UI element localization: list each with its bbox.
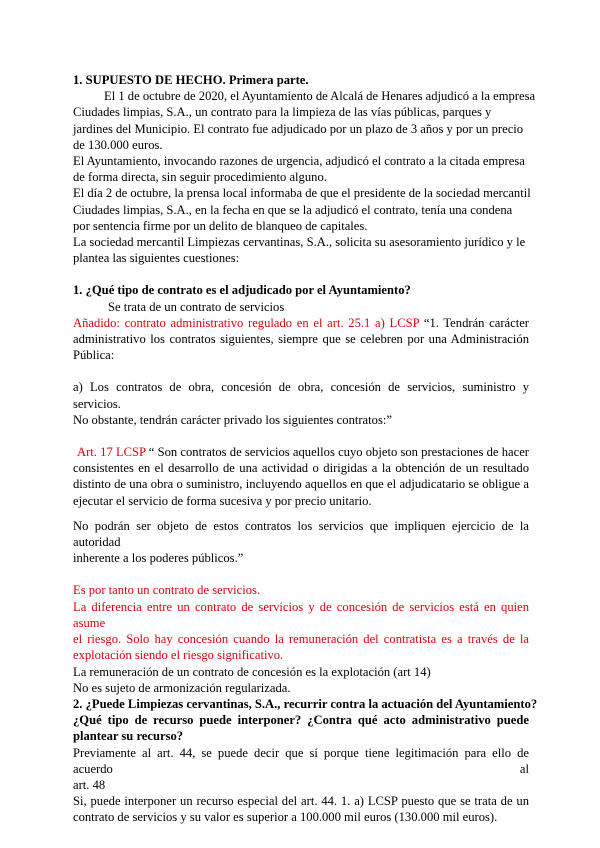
paragraph-line: Ciudades limpias, S.A., en la fecha en que se la adjudicó el contrato, tenía una condena: [73, 202, 513, 217]
paragraph-line: La sociedad mercantil Limpiezas cervantinas, S.A., solicita su asesoramiento jurídico y le: [73, 235, 526, 250]
added-note: Añadido: contrato administrativo regulado en el art. 25.1 a) LCSP: [73, 315, 420, 330]
spacer: [73, 266, 529, 282]
article-line: [73, 444, 529, 460]
article-line: consistentes en el desarrollo de una actividad o dirigidas a la obtención de un resultado: [73, 461, 529, 476]
paragraph-line: por sentencia firme por un delito de blanqueo de capitales.: [73, 218, 368, 233]
quote-line: No obstante, tendrán carácter privado los siguientes contratos:”: [73, 412, 392, 427]
quote-line: administrativo los contratos siguientes, siempre que se celebren por una Administración: [73, 332, 529, 347]
paragraph-line: La remuneración de un contrato de concesión es la explotación (art 14): [73, 664, 431, 679]
paragraph-line: El Ayuntamiento, invocando razones de urgencia, adjudicó el contrato a la citada empresa: [73, 154, 525, 169]
quote-line: Pública:: [73, 348, 115, 363]
paragraph-line: jardines del Municipio. El contrato fue adjudicado por un plazo de 3 años y por un precio: [73, 121, 524, 136]
quote-text: “1. Tendrán carácter: [419, 315, 529, 330]
article-line: ejecutar el servicio de forma sucesiva y por precio unitario.: [73, 493, 372, 508]
article-line: No podrán ser objeto de estos contratos los servicios que impliquen ejercicio de la autoridad: [73, 518, 529, 550]
paragraph-line: Si, puede interponer un recurso especial del art. 44. 1. a) LCSP puesto que se trata de un: [73, 794, 529, 809]
spacer: [73, 509, 529, 518]
question-2-heading: ¿Qué tipo de recurso puede interponer? ¿Contra qué acto administrativo puede: [73, 713, 529, 728]
answer-line: Se trata de un contrato de servicios: [108, 299, 285, 314]
quote-line: a) Los contratos de obra, concesión de obra, concesión de servicios, suministro y servicios.: [73, 380, 529, 411]
paragraph-line: art. 48: [73, 777, 106, 792]
article-text: “ Son contratos de servicios aquellos cuyo objeto son prestaciones de hacer: [145, 445, 529, 460]
spacer: [73, 363, 529, 379]
article-line: inherente a los poderes públicos.”: [73, 551, 244, 566]
spacer: [73, 566, 529, 582]
paragraph-line: Ciudades limpias, S.A., un contrato para la limpieza de las vías públicas, parques y: [73, 105, 492, 120]
paragraph-line: El día 2 de octubre, la prensa local informaba de que el presidente de la sociedad mercantil: [73, 186, 531, 201]
paragraph-line: contrato de servicios y su valor es superior a 100.000 mil euros (130.000 mil euros).: [73, 810, 498, 825]
paragraph-line: de forma directa, sin seguir procedimiento alguno.: [73, 170, 327, 185]
highlight-line: explotación siendo el riesgo significativo.: [73, 648, 284, 663]
section-heading: 1. SUPUESTO DE HECHO. Primera parte.: [73, 73, 309, 87]
spacer: [73, 428, 529, 444]
paragraph-line: Previamente al art. 44, se puede decir que sí porque tiene legitimación para ello de acuerdo al: [73, 745, 529, 776]
article-ref: Art. 17 LCSP: [77, 445, 146, 460]
highlight-line: el riesgo. Solo hay concesión cuando la remuneración del contratista es a través de la: [73, 632, 529, 647]
quote-line: [73, 315, 529, 331]
paragraph-line: de 130.000 euros.: [73, 137, 163, 152]
paragraph-line: plantea las siguientes cuestiones:: [73, 251, 240, 266]
article-line: distinto de una obra o suministro, incluyendo aquellos en que el adjudicatario se obligue a: [73, 477, 529, 492]
question-2-heading: plantear su recurso?: [73, 729, 184, 744]
paragraph-line: No es sujeto de armonización regularizada.: [73, 680, 291, 695]
highlight-line: Es por tanto un contrato de servicios.: [73, 583, 261, 598]
paragraph-line: El 1 de octubre de 2020, el Ayuntamiento de Alcalá de Henares adjudicó a la empresa: [104, 89, 536, 104]
highlight-line: La diferencia entre un contrato de servicios y de concesión de servicios está en quien asume: [73, 599, 529, 630]
document-body: [73, 72, 538, 826]
question-2-heading: 2. ¿Puede Limpiezas cervantinas, S.A., recurrir contra la actuación del Ayuntamiento?: [73, 696, 538, 711]
question-1-heading: 1. ¿Qué tipo de contrato es el adjudicado por el Ayuntamiento?: [73, 283, 411, 298]
